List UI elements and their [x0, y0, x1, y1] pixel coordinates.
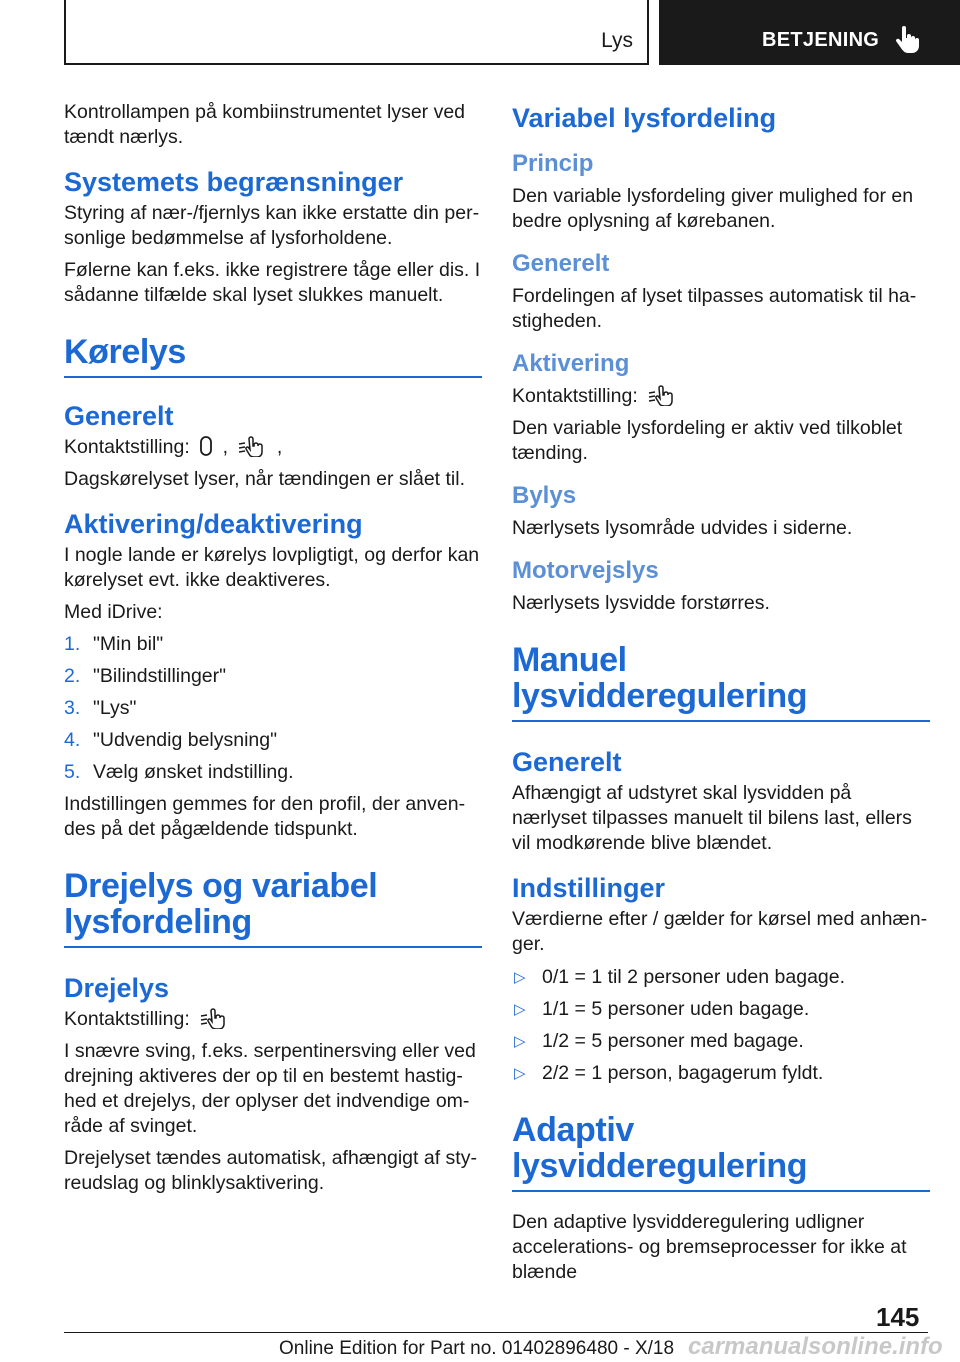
heading-adaptive-headlight-range: Adaptiv lysvidderegulering: [512, 1112, 930, 1192]
ignition-on-icon: [647, 384, 677, 406]
heading-principle: Princip: [512, 150, 594, 177]
list-item: ▷ 0/1 = 1 til 2 personer uden bagage.: [514, 966, 846, 988]
general-paragraph: Dagskørelyset lyser, når tændingen er slået til.: [64, 468, 466, 490]
heading-general: Generelt: [512, 250, 610, 277]
heading-manual-headlight-range: Manuel lysvidderegulering: [512, 642, 930, 722]
right-column: [512, 100, 930, 1292]
list-item: 4. "Udvendig belysning": [64, 729, 278, 751]
ignition-position-line: [64, 435, 482, 460]
heading-system-limits: Systemets begrænsninger: [64, 167, 404, 197]
activation-paragraph: I nogle lande er kørelys lovpligtigt, og derfor kan kørelyset evt. ikke deaktiveres.: [64, 544, 480, 591]
header-chapter-box: [659, 0, 960, 65]
idrive-label: Med iDrive:: [64, 601, 163, 623]
list-item: ▷ 1/2 = 5 personer med bagage.: [514, 1030, 804, 1052]
ignition-separator-1: ,: [222, 436, 228, 458]
ignition-on-icon: [237, 435, 267, 457]
limits-paragraph-1: Styring af nær-/fjernlys kan ikke erstatte din personlige bedømmelse af lysforholdene.: [64, 202, 480, 249]
ignition-label: Kontaktstilling:: [64, 436, 190, 458]
ignition-on-icon: [199, 1007, 229, 1029]
ignition-label: Kontaktstilling:: [512, 385, 638, 407]
ignition-separator-2: ,: [276, 436, 283, 458]
list-item: ▷ 1/1 = 5 personer uden bagage.: [514, 998, 810, 1020]
intro-paragraph: Kontrollampen på kombiinstrumentet lyser ved tændt nærlys.: [64, 101, 466, 148]
footer-edition: Online Edition for Part no. 01402896480 - X/18: [279, 1338, 675, 1359]
triangle-bullet-icon: ▷: [514, 1065, 526, 1082]
heading-general: Generelt: [64, 401, 174, 431]
triangle-bullet-icon: ▷: [514, 969, 526, 986]
limits-paragraph-2: Følerne kan f.eks. ikke registrere tåge eller dis. I sådanne tilfælde skal lyset slukkes manuelt.: [64, 259, 481, 306]
footer-watermark: carmanualsonline.info: [688, 1333, 943, 1360]
store-setting-paragraph: Indstillingen gemmes for den profil, der anvendes på det pågældende tidspunkt.: [64, 793, 466, 840]
triangle-bullet-icon: ▷: [514, 1001, 526, 1018]
heading-city-light: Bylys: [512, 482, 577, 509]
heading-activation-deactivation: Aktivering/deaktivering: [64, 509, 363, 539]
ignition-label: Kontaktstilling:: [64, 1008, 190, 1030]
heading-variable-light-distribution: Variabel lysfordeling: [512, 103, 777, 133]
list-item: 3. "Lys": [64, 697, 137, 719]
left-column: [64, 100, 482, 1203]
manual-general-paragraph: Afhængigt af udstyret skal lysvidden på nærlyset tilpasses manuelt til bilens last, ellers vil modkørende blive blændet.: [512, 782, 912, 854]
cornering-paragraph-1: I snævre sving, f.eks. serpentinersving eller ved drejning aktiveres der op til en bestemt hastighed et drejelys, der oplyser det indvendige område af svinget.: [64, 1040, 476, 1137]
cornering-paragraph-2: Drejelyset tændes automatisk, afhængigt af styreudslag og blinklysaktivering.: [64, 1147, 477, 1194]
heading-cornering-and-variable-light: Drejelys og variabel lysfordeling: [64, 868, 482, 948]
idrive-steps-list: [64, 632, 482, 785]
triangle-bullet-icon: ▷: [514, 1033, 526, 1050]
motorway-light-paragraph: Nærlysets lysvidde forstørres.: [512, 592, 770, 614]
city-light-paragraph: Nærlysets lysområde udvides i siderne.: [512, 517, 853, 539]
cornering-ignition-line: [64, 1007, 482, 1032]
heading-manual-general: Generelt: [512, 747, 622, 777]
header-chapter-title: BETJENING: [762, 29, 880, 51]
heading-settings: Indstillinger: [512, 873, 666, 903]
list-item: ▷ 2/2 = 1 person, bagagerum fyldt.: [514, 1062, 824, 1084]
activation-ignition-line: [512, 384, 930, 409]
hand-pointer-icon: [895, 26, 921, 54]
heading-motorway-light: Motorvejslys: [512, 557, 659, 584]
header-section-title: Lys: [601, 29, 633, 52]
header-section-box: [64, 0, 649, 65]
list-item: 2. "Bilindstillinger": [64, 665, 227, 687]
settings-paragraph: Værdierne efter / gælder for kørsel med anhænger.: [512, 908, 928, 955]
page-number: 145: [876, 1302, 920, 1332]
principle-paragraph: Den variable lysfordeling giver mulighed for en bedre oplysning af kørebanen.: [512, 185, 914, 232]
load-settings-list: [512, 965, 930, 1086]
heading-cornering-light: Drejelys: [64, 973, 170, 1003]
adaptive-paragraph: Den adaptive lysvidderegulering udligner accelerations- og bremseprocesser for ikke at blænde: [512, 1211, 907, 1283]
general-paragraph: Fordelingen af lyset tilpasses automatisk til hastigheden.: [512, 285, 917, 332]
ignition-radio-ready-icon: [199, 435, 213, 457]
heading-daytime-lights: Kørelys: [64, 334, 482, 378]
list-item: 1. "Min bil": [64, 633, 164, 655]
activation-paragraph: Den variable lysfordeling er aktiv ved tilkoblet tænding.: [512, 417, 903, 464]
list-item: 5. Vælg ønsket indstilling.: [64, 761, 294, 783]
heading-activation: Aktivering: [512, 350, 630, 377]
